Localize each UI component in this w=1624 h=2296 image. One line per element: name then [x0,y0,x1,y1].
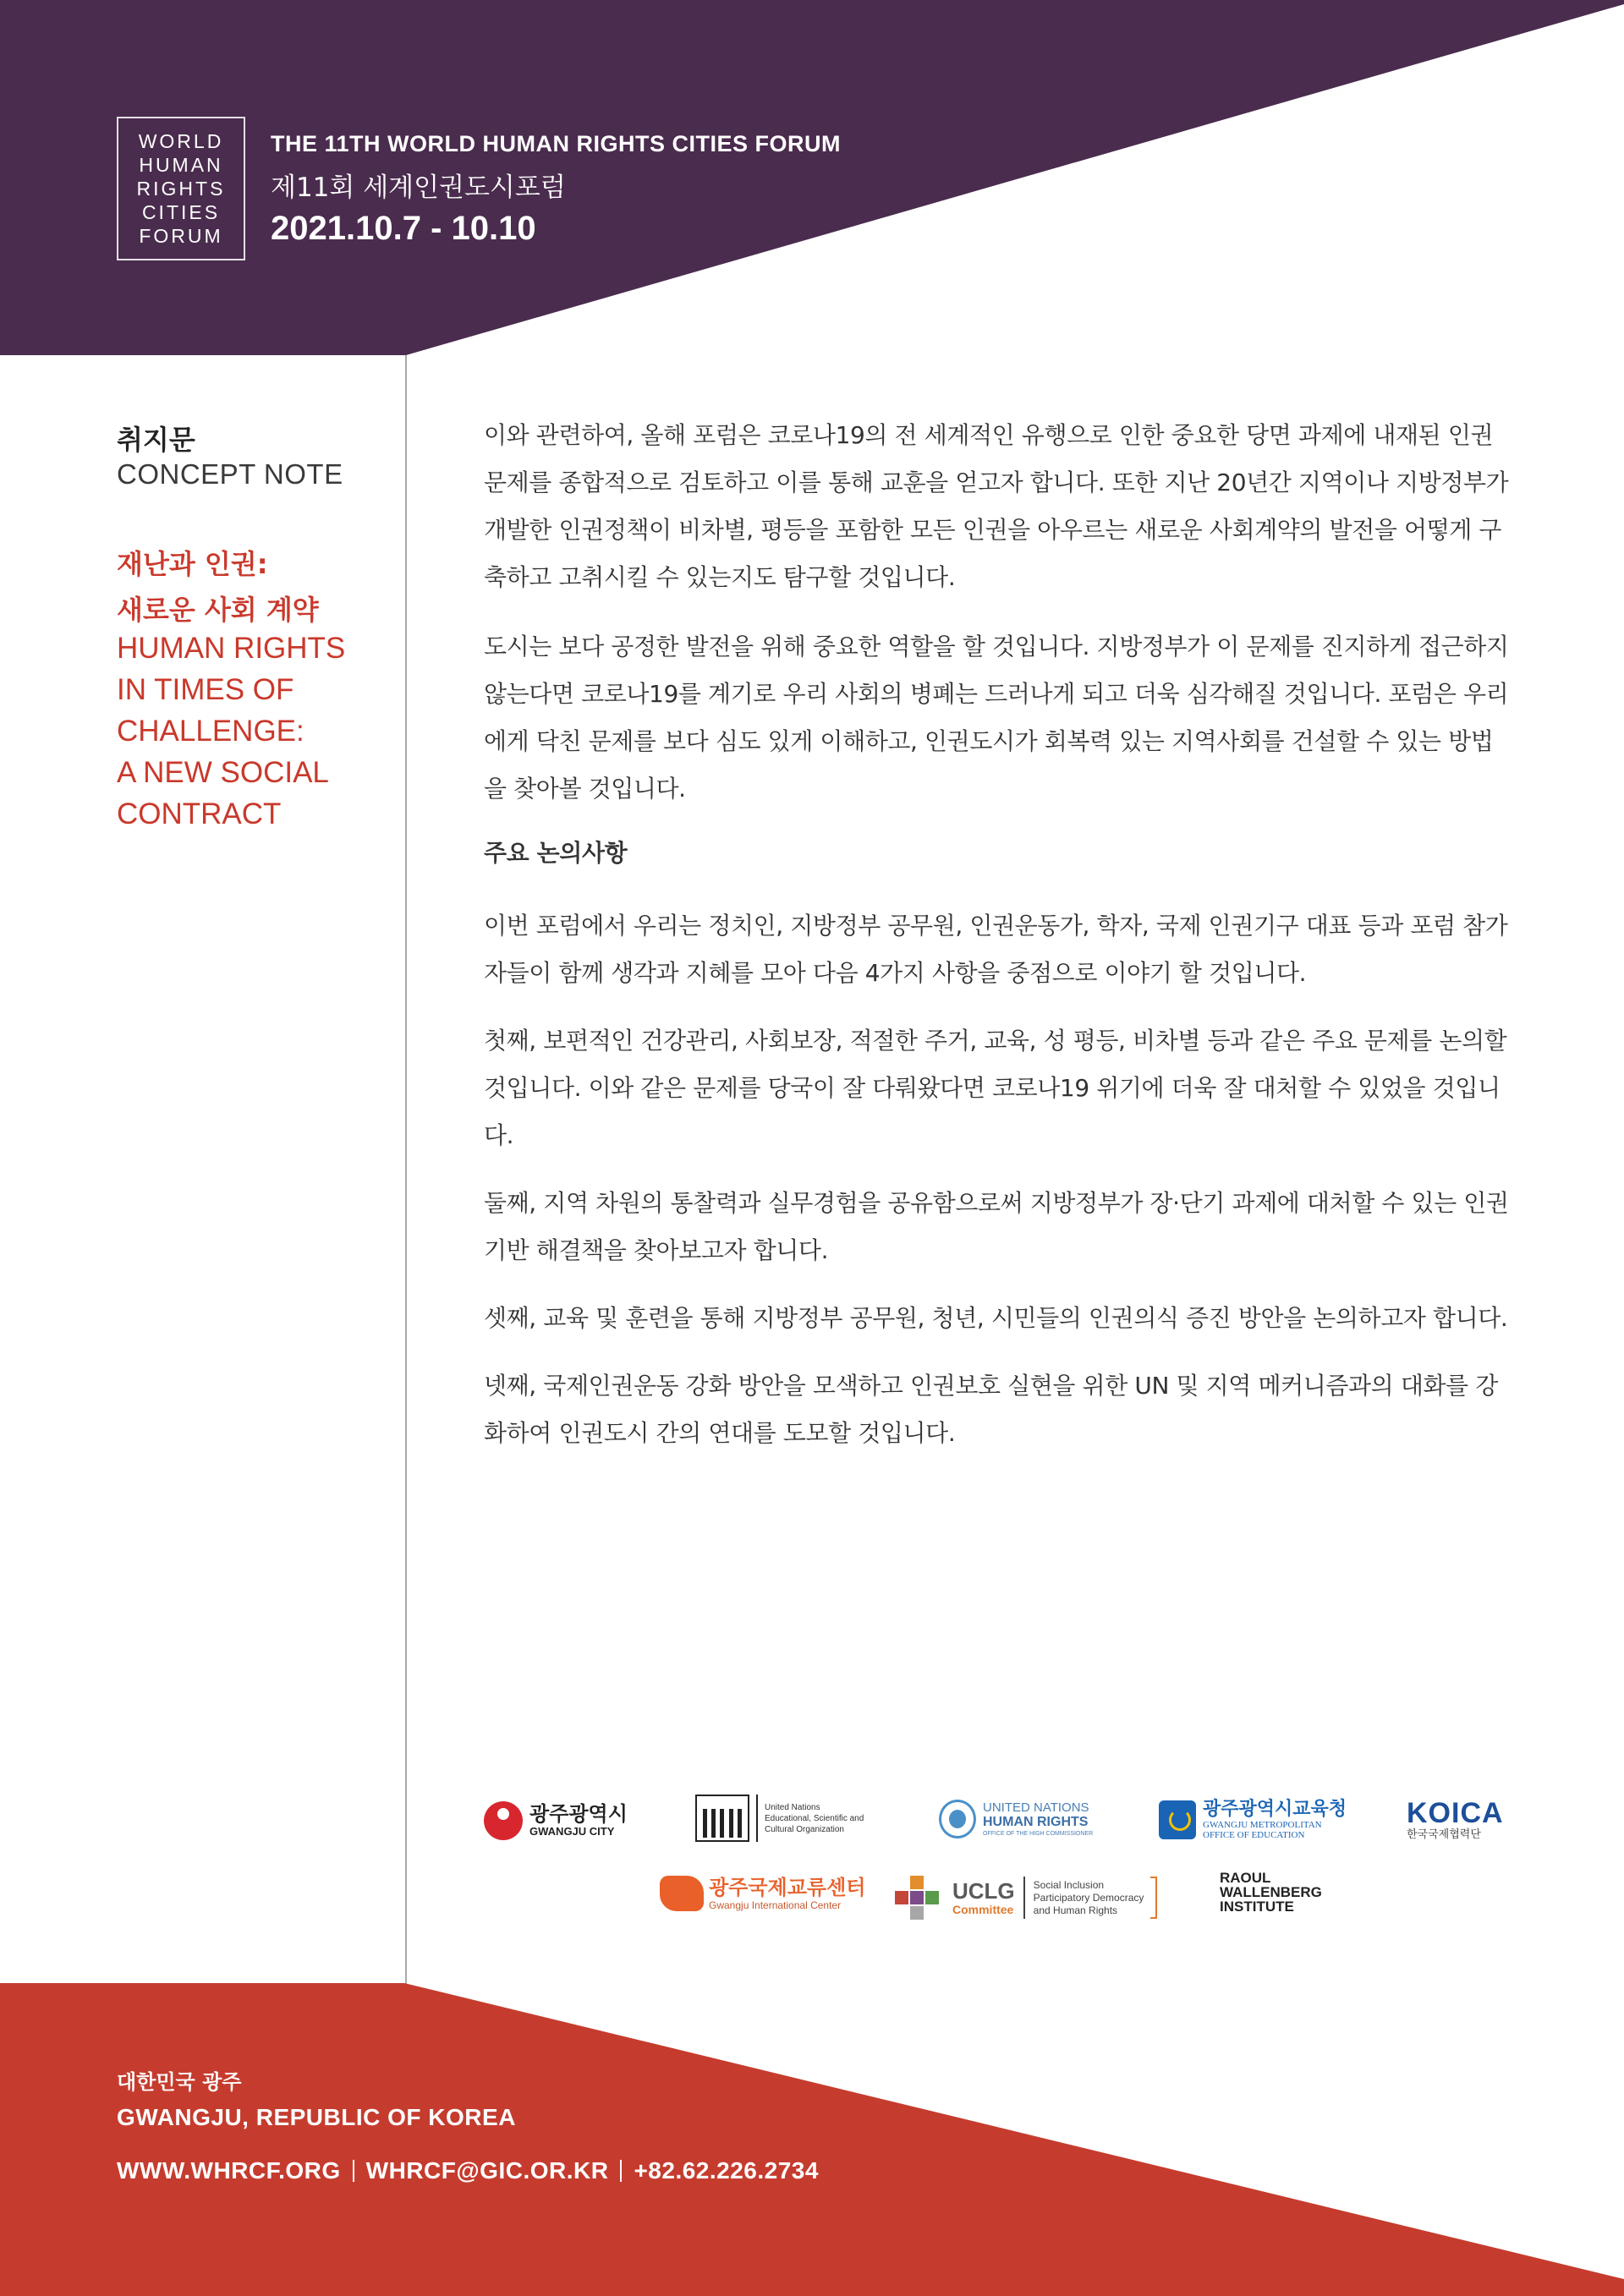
theme-title-en-line: CONTRACT [117,797,282,830]
contact-separator [620,2160,622,2182]
key-issues-heading: 주요 논의사항 [484,839,628,867]
theme-title-en-line: A NEW SOCIAL [117,756,329,789]
unesco-line: Educational, Scientific and [765,1813,864,1823]
un-logo-line3: OFFICE OF THE HIGH COMMISSIONER [983,1830,1094,1837]
theme-title-en-line: IN TIMES OF [117,673,294,706]
theme-title-en-line: CHALLENGE: [117,715,304,748]
raoul-wallenberg-institute-logo [1220,1871,1322,1914]
koica-logo-en: KOICA [1407,1797,1504,1829]
gic-logo-ko: 광주국제교류센터 [709,1876,866,1899]
unesco-line: Cultural Organization [765,1824,844,1834]
gwangju-logo-en: GWANGJU CITY [529,1825,615,1838]
gwangju-city-logo [484,1801,628,1840]
uclg-sub-line: Social Inclusion [1033,1878,1105,1891]
contact-separator [353,2160,354,2182]
theme-title-ko [117,541,319,633]
un-emblem-icon [939,1800,976,1838]
uclg-name: UCLG [952,1878,1015,1904]
theme-title-en [117,627,345,835]
edu-logo-en1: GWANGJU METROPOLITAN [1203,1820,1322,1830]
gic-logo-en: Gwangju International Center [709,1899,842,1911]
un-logo-line2: HUMAN RIGHTS [983,1814,1089,1829]
section-label-ko: 취지문 [117,424,195,456]
logo-line: WORLD [138,130,224,152]
gwangju-logo-ko: 광주광역시 [529,1802,628,1826]
unesco-line: United Nations [765,1802,820,1812]
body-paragraph: 넷째, 국제인권운동 강화 방안을 모색하고 인권보호 실현을 위한 UN 및 지역 메커니즘과의 대화를 강화하여 인권도시 간의 연대를 도모할 것입니다. [484,1372,1498,1447]
uclg-sub-line: Participatory Democracy [1033,1891,1144,1904]
education-office-icon [1159,1800,1196,1839]
section-label-en: CONCEPT NOTE [117,458,343,490]
edu-logo-en2: OFFICE OF EDUCATION [1203,1830,1305,1840]
body-paragraph: 이번 포럼에서 우리는 정치인, 지방정부 공무원, 인권운동가, 학자, 국제 인권기구 대표 등과 포럼 참가자들이 함께 생각과 지혜를 모아 다음 4가지 사항을 중점으로 이야기 할 것입니다. [484,912,1508,987]
logo-line: RIGHTS [136,178,226,200]
phone-number: +82.62.226.2734 [634,2157,819,2184]
website-link[interactable]: WWW.WHRCF.ORG [117,2157,341,2184]
body-paragraph: 둘째, 지역 차원의 통찰력과 실무경험을 공유함으로써 지방정부가 장·단기 과제에 대처할 수 있는 인권기반 해결책을 찾아보고자 합니다. [484,1189,1509,1264]
theme-title-ko-line: 재난과 인권: [117,548,268,580]
unesco-logo [695,1795,864,1842]
uclg-logo [895,1876,1157,1920]
forum-logo [117,117,245,260]
logo-line: CITIES [141,201,221,223]
rwi-line: INSTITUTE [1220,1899,1294,1915]
footer-contact [117,2157,819,2184]
un-human-rights-logo [939,1800,1093,1838]
uclg-committee: Committee [952,1903,1014,1916]
footer-location-ko: 대한민국 광주 [117,2070,242,2094]
theme-title-en-line: HUMAN RIGHTS [117,632,346,665]
body-paragraph: 도시는 보다 공정한 발전을 위해 중요한 역할을 할 것입니다. 지방정부가 이 문제를 진지하게 접근하지 않는다면 코로나19를 계기로 우리 사회의 병폐는 드러나게 되고 더욱 심각해질 것입니다. 포럼은 우리에게 닥친 문제를 보다 심도 있게 이해하고, 인권도시가 회복력 있는 지역사회를 건설할 수 있는 방법을 찾아볼 것입니다. [484,633,1509,803]
gwangju-education-logo [1159,1800,1347,1840]
unesco-temple-icon [695,1795,749,1842]
uclg-sub-line: and Human Rights [1033,1904,1118,1916]
theme-title-ko-line: 새로운 사회 계약 [117,594,319,626]
koica-logo-ko: 한국국제협력단 [1407,1828,1481,1841]
body-paragraph: 셋째, 교육 및 훈련을 통해 지방정부 공무원, 청년, 시민들의 인권의식 증진 방안을 논의하고자 합니다. [484,1304,1508,1332]
un-logo-line1: UNITED NATIONS [983,1800,1089,1815]
koica-logo [1407,1798,1504,1842]
gwangju-international-center-logo [660,1876,865,1911]
uclg-mosaic-icon [895,1876,944,1920]
body-paragraph: 이와 관련하여, 올해 포럼은 코로나19의 전 세계적인 유행으로 인한 중요한 당면 과제에 내재된 인권 문제를 종합적으로 검토하고 이를 통해 교훈을 얻고자 합니다. 또한 지난 20년간 지역이나 지방정부가 개발한 인권정책이 비차별, 평등을 포함한 모든 인권을 아우르는 새로운 사회계약의 발전을 어떻게 구축하고 고취시킬 수 있는지도 탐구할 것입니다. [484,421,1509,591]
email-link[interactable]: WHRCF@GIC.OR.KR [365,2157,609,2184]
concept-note-body [484,412,1512,1457]
forum-title-ko: 제11회 세계인권도시포럼 [271,173,566,203]
gwangju-emblem-icon [484,1801,523,1840]
forum-dates: 2021.10.7 - 10.10 [271,210,536,247]
column-divider [405,355,407,2000]
body-paragraph: 첫째, 보편적인 건강관리, 사회보장, 적절한 주거, 교육, 성 평등, 비차별 등과 같은 주요 문제를 논의할 것입니다. 이와 같은 문제를 당국이 잘 다뤄왔다면 코로나19 위기에 더욱 잘 대처할 수 있었을 것입니다. [484,1027,1507,1149]
rwi-line: WALLENBERG [1220,1884,1322,1900]
rwi-line: RAOUL [1220,1870,1271,1886]
footer-location-en: GWANGJU, REPUBLIC OF KOREA [117,2104,516,2130]
gic-emblem-icon [660,1876,704,1911]
forum-title-en: THE 11TH WORLD HUMAN RIGHTS CITIES FORUM [271,131,841,156]
logo-line: FORUM [139,225,223,247]
edu-logo-ko: 광주광역시교육청 [1203,1799,1347,1820]
footer-banner [0,1983,1624,2296]
logo-line: HUMAN [139,154,223,176]
